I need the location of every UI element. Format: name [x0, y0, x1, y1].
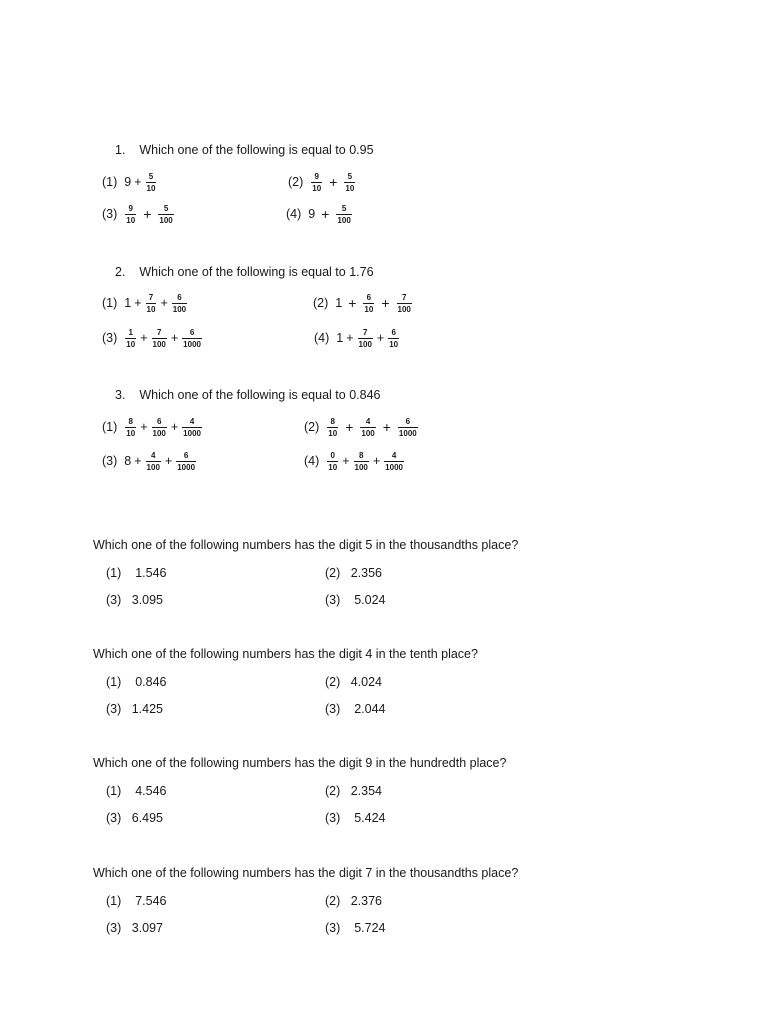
plus-operator: +: [382, 419, 391, 435]
fraction-denominator: 100: [159, 215, 173, 225]
fraction-denominator: 1000: [398, 428, 417, 438]
answer-option[interactable]: [106, 893, 166, 909]
answer-option[interactable]: [102, 446, 198, 476]
option-label: (3): [325, 593, 341, 607]
fraction-expression: [309, 172, 357, 193]
fraction-denominator: 100: [172, 304, 187, 314]
fraction-denominator: 10: [328, 462, 338, 472]
option-value: 0.846: [135, 675, 167, 689]
fraction-numerator: 8: [330, 416, 335, 426]
answer-option[interactable]: [106, 920, 163, 936]
fraction-expression: [334, 293, 414, 314]
question-stem: [115, 142, 374, 158]
answer-option[interactable]: [102, 323, 204, 353]
fraction: [146, 293, 157, 314]
option-label: (2): [313, 296, 329, 310]
plus-operator: +: [321, 206, 330, 222]
fraction: [311, 172, 322, 193]
fraction-numerator: 7: [156, 327, 162, 337]
fraction: [152, 417, 167, 438]
fraction-denominator: 100: [152, 428, 166, 438]
fraction-numerator: 6: [189, 327, 195, 337]
fraction-expression: [325, 417, 419, 438]
fraction: [388, 328, 399, 349]
whole-number: 8: [124, 454, 132, 468]
plus-operator: +: [143, 206, 152, 222]
option-label: (1): [102, 175, 118, 189]
fraction-denominator: 10: [126, 428, 136, 438]
fraction-expression: [335, 328, 401, 349]
fraction-denominator: 10: [126, 215, 136, 225]
option-label: (3): [106, 811, 122, 825]
fraction: [146, 451, 161, 472]
fraction-denominator: 1000: [183, 339, 201, 349]
answer-option[interactable]: [314, 323, 401, 353]
fraction-expression: [307, 204, 354, 225]
fraction-numerator: 0: [330, 450, 335, 460]
option-label: (4): [286, 207, 302, 221]
fraction-denominator: 100: [361, 428, 375, 438]
fraction-numerator: 5: [148, 171, 154, 181]
fraction-numerator: 1: [128, 327, 133, 337]
answer-option[interactable]: [304, 446, 406, 476]
fraction: [176, 451, 196, 472]
plus-operator: +: [160, 296, 168, 310]
fraction: [182, 417, 202, 438]
plus-operator: +: [345, 419, 354, 435]
fraction: [336, 204, 351, 225]
option-label: (3): [102, 207, 118, 221]
fraction-denominator: 100: [397, 304, 411, 314]
fraction: [327, 417, 338, 438]
plus-operator: +: [381, 295, 390, 311]
fraction: [397, 293, 412, 314]
option-label: (1): [106, 675, 122, 689]
option-label: (3): [106, 702, 122, 716]
fraction: [152, 328, 167, 349]
option-label: (3): [102, 331, 118, 345]
fraction: [384, 451, 404, 472]
plus-operator: +: [376, 331, 385, 345]
fraction-numerator: 4: [189, 416, 195, 426]
option-value: 2.354: [350, 784, 382, 798]
option-label: (1): [102, 420, 118, 434]
option-label: (2): [288, 175, 304, 189]
answer-option[interactable]: [325, 893, 382, 909]
fraction: [360, 417, 375, 438]
fraction-denominator: 1000: [177, 462, 196, 472]
fraction: [358, 328, 373, 349]
option-label: (3): [102, 454, 118, 468]
question-text: Which one of the following numbers has the digit 4 in the tenth place?: [93, 647, 478, 661]
answer-option[interactable]: [325, 592, 385, 608]
plus-operator: +: [348, 295, 357, 311]
fraction-numerator: 5: [347, 171, 353, 181]
fraction-numerator: 9: [128, 203, 133, 213]
answer-option[interactable]: [102, 412, 204, 442]
fraction: [327, 451, 338, 472]
fraction-numerator: 6: [177, 292, 182, 302]
plus-operator: +: [164, 454, 173, 468]
answer-option[interactable]: [304, 412, 420, 442]
whole-number: 9: [124, 175, 132, 189]
fraction-denominator: 10: [146, 183, 156, 193]
answer-option[interactable]: [106, 701, 163, 717]
fraction-denominator: 10: [126, 339, 136, 349]
fraction-denominator: 100: [146, 462, 160, 472]
fraction: [158, 204, 173, 225]
fraction-expression: [123, 451, 198, 472]
fraction-numerator: 4: [151, 450, 156, 460]
question-stem: [115, 264, 374, 280]
question-text: Which one of the following numbers has the digit 9 in the hundredth place?: [93, 756, 507, 770]
whole-number: 1: [335, 296, 343, 310]
option-label: (4): [304, 454, 320, 468]
plus-operator: +: [134, 454, 142, 468]
fraction-numerator: 4: [391, 450, 397, 460]
option-label: (1): [106, 784, 122, 798]
fraction-expression: [325, 451, 406, 472]
whole-number: 1: [336, 331, 344, 345]
fraction-expression: [123, 204, 175, 225]
fraction: [398, 417, 418, 438]
fraction-expression: [123, 293, 189, 314]
fraction-denominator: 10: [364, 304, 374, 314]
option-label: (2): [325, 566, 341, 580]
answer-option[interactable]: [325, 674, 382, 690]
plus-operator: +: [140, 331, 148, 345]
fraction-denominator: 10: [146, 304, 156, 314]
option-label: (3): [325, 811, 341, 825]
option-label: (2): [325, 784, 341, 798]
option-label: (2): [325, 894, 341, 908]
question-number: 3.: [115, 388, 126, 402]
answer-option[interactable]: [106, 565, 166, 581]
fraction-numerator: 6: [183, 450, 189, 460]
plus-operator: +: [170, 420, 179, 434]
question-text: Which one of the following is equal to 1.76: [139, 265, 374, 279]
plus-operator: +: [134, 175, 142, 189]
fraction: [125, 204, 136, 225]
option-value: 1.425: [131, 702, 163, 716]
fraction: [182, 328, 202, 349]
fraction-denominator: 100: [354, 462, 368, 472]
fraction-denominator: 100: [358, 339, 372, 349]
fraction-numerator: 7: [401, 292, 407, 302]
option-label: (3): [325, 702, 341, 716]
answer-option[interactable]: [102, 288, 189, 318]
option-value: 5.724: [354, 921, 386, 935]
fraction: [125, 417, 136, 438]
fraction-denominator: 10: [328, 428, 338, 438]
fraction-denominator: 1000: [385, 462, 403, 472]
question-text: Which one of the following numbers has the digit 7 in the thousandths place?: [93, 866, 519, 880]
plus-operator: +: [329, 174, 338, 190]
option-value: 4.546: [135, 784, 167, 798]
option-value: 2.044: [354, 702, 386, 716]
option-label: (3): [325, 921, 341, 935]
question-number: 2.: [115, 265, 126, 279]
fraction: [354, 451, 369, 472]
fraction-expression: [123, 172, 158, 193]
option-label: (1): [106, 894, 122, 908]
whole-number: 9: [308, 207, 316, 221]
answer-option[interactable]: [325, 701, 385, 717]
fraction-numerator: 7: [148, 292, 154, 302]
fraction-denominator: 10: [345, 183, 355, 193]
fraction-denominator: 100: [152, 339, 166, 349]
fraction-expression: [123, 417, 204, 438]
fraction-denominator: 100: [337, 215, 351, 225]
answer-option[interactable]: [325, 920, 385, 936]
fraction-denominator: 10: [389, 339, 399, 349]
question-number: 1.: [115, 143, 126, 157]
fraction-denominator: 10: [312, 183, 322, 193]
question-text: Which one of the following is equal to 0.95: [139, 143, 374, 157]
fraction-expression: [123, 328, 204, 349]
option-label: (2): [304, 420, 320, 434]
fraction: [344, 172, 355, 193]
fraction-numerator: 4: [365, 416, 371, 426]
option-label: (2): [325, 675, 341, 689]
answer-option[interactable]: [106, 810, 163, 826]
answer-option[interactable]: [288, 167, 357, 197]
answer-option[interactable]: [325, 810, 385, 826]
option-label: (4): [314, 331, 330, 345]
fraction-numerator: 6: [405, 416, 411, 426]
answer-option[interactable]: [325, 783, 382, 799]
fraction-numerator: 5: [341, 203, 347, 213]
question-text: Which one of the following numbers has the digit 5 in the thousandths place?: [93, 538, 519, 552]
fraction-numerator: 6: [366, 292, 372, 302]
question-stem: [115, 387, 380, 403]
plus-operator: +: [140, 420, 148, 434]
option-value: 4.024: [350, 675, 382, 689]
answer-option[interactable]: [325, 565, 382, 581]
plus-operator: +: [134, 296, 142, 310]
option-label: (1): [106, 566, 122, 580]
fraction-numerator: 9: [314, 171, 319, 181]
answer-option[interactable]: [106, 783, 166, 799]
answer-option[interactable]: [106, 674, 166, 690]
fraction: [146, 172, 157, 193]
fraction-numerator: 8: [128, 416, 133, 426]
answer-option[interactable]: [106, 592, 163, 608]
fraction-numerator: 8: [358, 450, 364, 460]
option-value: 3.097: [131, 921, 163, 935]
option-label: (3): [106, 593, 122, 607]
plus-operator: +: [342, 454, 350, 468]
option-value: 3.095: [131, 593, 163, 607]
fraction-numerator: 6: [156, 416, 162, 426]
fraction-denominator: 1000: [183, 428, 201, 438]
whole-number: 1: [124, 296, 132, 310]
answer-option[interactable]: [286, 199, 354, 229]
plus-operator: +: [346, 331, 354, 345]
fraction: [363, 293, 374, 314]
option-label: (1): [102, 296, 118, 310]
option-value: 5.424: [354, 811, 386, 825]
plus-operator: +: [170, 331, 179, 345]
option-value: 2.376: [350, 894, 382, 908]
option-label: (3): [106, 921, 122, 935]
fraction: [125, 328, 136, 349]
fraction-numerator: 6: [391, 327, 396, 337]
fraction-numerator: 7: [363, 327, 368, 337]
plus-operator: +: [372, 454, 381, 468]
fraction-numerator: 5: [163, 203, 169, 213]
answer-option[interactable]: [102, 199, 176, 229]
option-value: 1.546: [135, 566, 167, 580]
option-value: 2.356: [350, 566, 382, 580]
answer-option[interactable]: [102, 167, 158, 197]
fraction: [172, 293, 187, 314]
question-text: Which one of the following is equal to 0.846: [139, 388, 381, 402]
option-value: 6.495: [131, 811, 163, 825]
option-value: 5.024: [354, 593, 386, 607]
answer-option[interactable]: [313, 288, 414, 318]
option-value: 7.546: [135, 894, 167, 908]
